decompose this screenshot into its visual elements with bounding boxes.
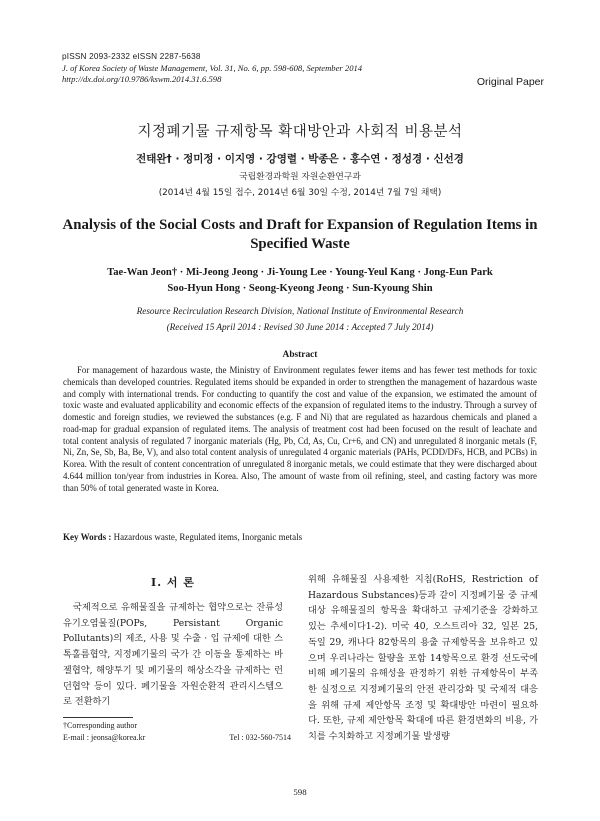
author-tel: Tel : 032-560-7514 — [229, 732, 291, 742]
section-heading-introduction: I. 서 론 — [151, 576, 195, 589]
abstract-body: For management of hazardous waste, the Ministry of Environment regulates fewer items and has fewer test methods for toxic chemicals than developed countries. Regulated items should be expanded in order to strengthen the management of hazardous waste and comply with international trends. For conducting to quantify the cost and value of the expansion, we estimated the amount of toxic waste and evaluated applicability and economic effects of the expansion of regulated items to the industry. Through a survey of domestic and foreign studies, we reviewed the substances (e.g. F and Ni) that are regulated as hazardous chemicals and planed a road-map for gradual expansion of regulated items. The analysis of treatment cost had been focused on the result of leachate and total content analysis of regulated 7 inorganic materials (Hg, Pb, Cd, As, Cu, Cr+6, and CN) and unregulated 8 inorganic metals (F, Ni, Zn, Se, Sb, Ba, Be, V), and also total content analysis of unregulated 4 organic materials (PAHs, PCDD/DFs, HCB, and PCBs) in Korea. With the result of content concentration of unregulated 8 inorganic metals, we could estimate that they were discharged about 4.644 million ton/year from industries in Korea. Also, The amount of waste from oil refining, steel, and casting factory was more than 50% of total generated waste in Korea. — [63, 365, 537, 493]
korean-affiliation: 국립환경과학원 자원순환연구과 — [239, 172, 361, 182]
doi-link[interactable]: http://dx.doi.org/10.9786/kswm.2014.31.6.598 — [62, 74, 222, 85]
english-authors-line-1: Tae-Wan Jeon† · Mi-Jeong Jeong · Ji-Young Lee · Young-Yeul Kang · Jong-Eun Park — [107, 267, 493, 278]
english-dates: (Received 15 April 2014 : Revised 30 June 2014 : Accepted 7 July 2014) — [166, 322, 434, 332]
issn-line: pISSN 2093-2332 eISSN 2287-5638 — [62, 52, 201, 61]
english-affiliation: Resource Recirculation Research Division, National Institute of Environmental Research — [136, 306, 464, 316]
keywords — [63, 532, 537, 542]
journal-citation: J. of Korea Society of Waste Management, Vol. 31, No. 6, pp. 598-608, September 2014 — [62, 62, 363, 73]
page-number: 598 — [293, 787, 307, 797]
english-title: Analysis of the Social Costs and Draft for Expansion of Regulation Items in Specified Waste — [62, 217, 538, 252]
keywords-text: Hazardous waste, Regulated items, Inorganic metals — [113, 532, 303, 542]
body-column-left: 국제적으로 유해물질을 규제하는 협약으로는 잔류성 유기오염물질(POPs, Persistant Organic Pollutants)의 제조, 사용 및 수출 · 입 규제에 대한 스톡홀름협약, 지정폐기물의 국가 간 이동을 통제하는 바젤협약, 해양투기 및 폐기물의 해상소각을 규제하는 런던협약 등이 있다. 폐기물을 자원순환적 관리시스템으로 전환하기 — [63, 602, 283, 708]
abstract-heading: Abstract — [282, 350, 318, 360]
paper-type-label: Original Paper — [476, 76, 544, 88]
author-email[interactable]: E-mail : jeonsa@korea.kr — [63, 732, 146, 742]
korean-dates: (2014년 4월 15일 접수, 2014년 6월 30일 수정, 2014년 7월 7일 채택) — [158, 188, 442, 198]
footnote — [63, 720, 291, 743]
korean-title: 지정폐기물 규제항목 확대방안과 사회적 비용분석 — [137, 124, 463, 140]
korean-authors: 전태완† · 정미정 · 이지영 · 강영렬 · 박종은 · 홍수연 · 정성경 · 신선경 — [136, 153, 464, 165]
english-authors-line-2: Soo-Hyun Hong · Seong-Kyeong Jeong · Sun-Kyoung Shin — [167, 283, 433, 294]
english-authors — [60, 265, 540, 297]
footnote-divider — [63, 717, 133, 718]
body-column-right: 위해 유해물질 사용제한 지침(RoHS, Restriction of Hazardous Substances)등과 같이 지정폐기물 중 규제대상 유해물질의 항목을 확대하고 규제기준을 강화하고 있는 추세이다1-2). 미국 40, 오스트리아 32, 일본 25, 독일 29, 캐나다 82항목의 용출 규제항목을 보유하고 있으며 우리나라는 할량을 포함 14항목으로 환경 선도국에 비해 폐기물의 유해성을 판정하기 위한 규제항목이 부족한 실정으로 지정폐기물의 안전 관리강화 및 국제적 대응을 위해 규제 제안항목 조정 및 확대방안 마련이 필요하다. 또한, 규제 제안항목 확대에 따른 환경변화의 비용, 가치를 수치화하고 지정폐기물 발생량 — [308, 574, 538, 743]
corresponding-author-note: †Corresponding author — [63, 721, 137, 730]
journal-header — [62, 51, 542, 86]
keywords-label: Key Words : — [63, 532, 112, 542]
